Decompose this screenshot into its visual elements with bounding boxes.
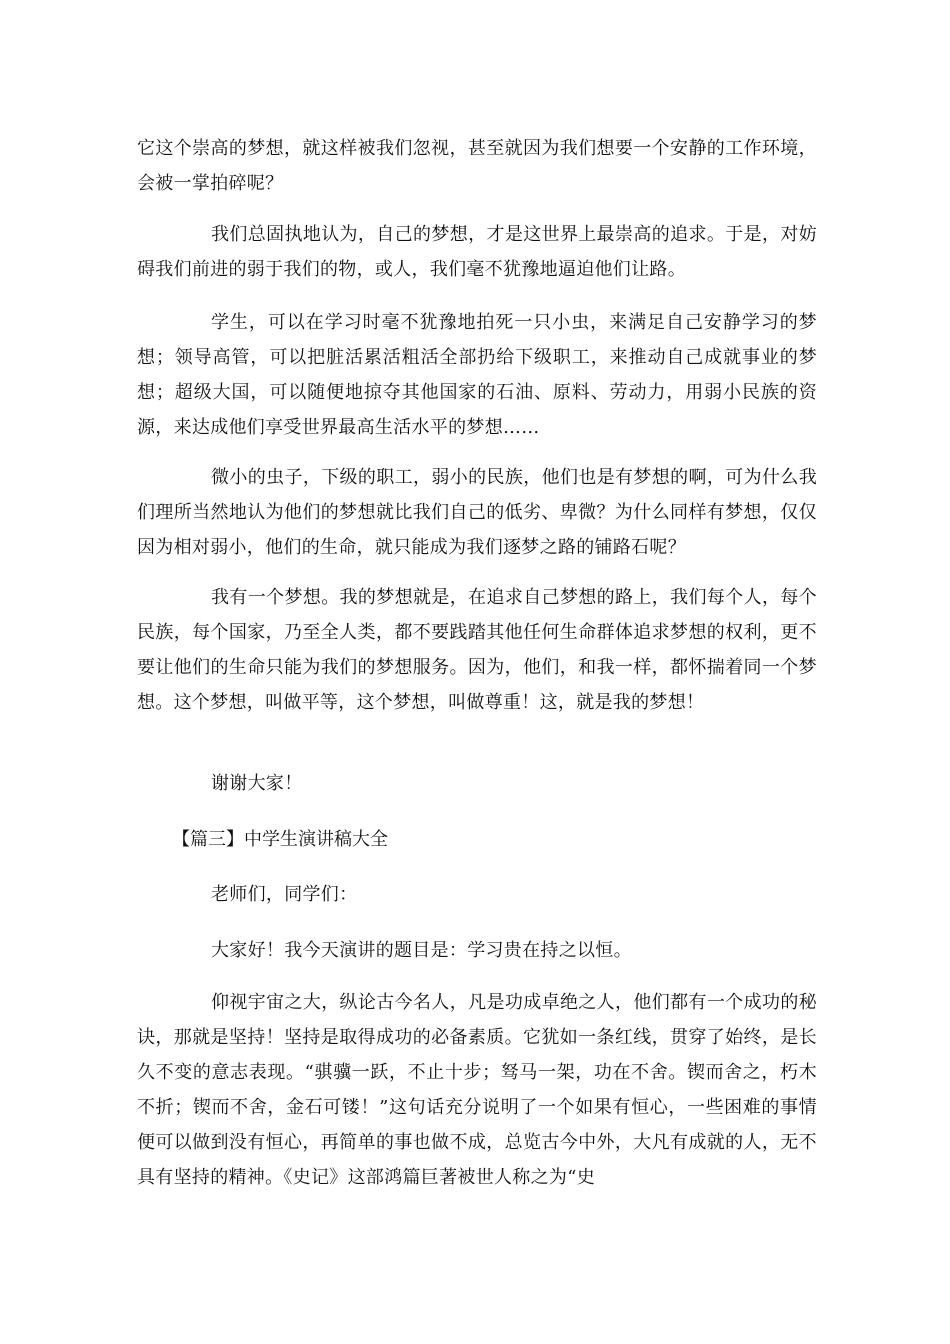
paragraph-greeting: 大家好！我今天演讲的题目是：学习贵在持之以恒。 <box>211 940 632 961</box>
paragraph-salutation: 老师们，同学们： <box>211 884 358 905</box>
paragraph: 仰视宇宙之大，纵论古今名人，凡是功成卓绝之人，他们都有一个成功的秘诀，那就是坚持！坚持是取得成功的必备素质。它犹如一条红线，贯穿了始终，是长久不变的意志表现。“骐骥一跃，不止十步；驽马一架，功在不舍。锲而舍之，朽木不折；锲而不舍，金石可镂！”这句话充分说明了一个如果有恒心，一些困难的事情便可以做到没有恒心，再简单的事也做不成，总览古今中外，大凡有成就的人，无不具有坚持的精神。《史记》这部鸿篇巨著被世人称之为“史 <box>137 992 817 1188</box>
paragraph: 学生，可以在学习时毫不犹豫地拍死一只小虫，来满足自己安静学习的梦想；领导高管，可以把脏活累活粗活全部扔给下级职工，来推动自己成就事业的梦想；超级大国，可以随便地掠夺其他国家的石油、原料、劳动力，用弱小民族的资源，来达成他们享受世界最高生活水平的梦想…… <box>137 312 817 438</box>
paragraph-continuation: 它这个崇高的梦想，就这样被我们忽视，甚至就因为我们想要一个安静的工作环境，会被一掌拍碎呢？ <box>137 138 817 194</box>
paragraph: 我有一个梦想。我的梦想就是，在追求自己梦想的路上，我们每个人，每个民族，每个国家，乃至全人类，都不要践踏其他任何生命群体追求梦想的权利，更不要让他们的生命只能为我们的梦想服务。因为，他们，和我一样，都怀揣着同一个梦想。这个梦想，叫做平等，这个梦想，叫做尊重！这，就是我的梦想！ <box>137 587 817 713</box>
paragraph-thanks: 谢谢大家！ <box>211 773 303 794</box>
section-heading: 【篇三】中学生演讲稿大全 <box>172 829 388 850</box>
paragraph: 我们总固执地认为，自己的梦想，才是这世界上最崇高的追求。于是，对妨碍我们前进的弱于我们的物，或人，我们毫不犹豫地逼迫他们让路。 <box>137 224 817 280</box>
paragraph: 微小的虫子，下级的职工，弱小的民族，他们也是有梦想的啊，可为什么我们理所当然地认为他们的梦想就比我们自己的低劣、卑微？为什么同样有梦想，仅仅因为相对弱小，他们的生命，就只能成为我们逐梦之路的铺路石呢？ <box>137 467 817 558</box>
